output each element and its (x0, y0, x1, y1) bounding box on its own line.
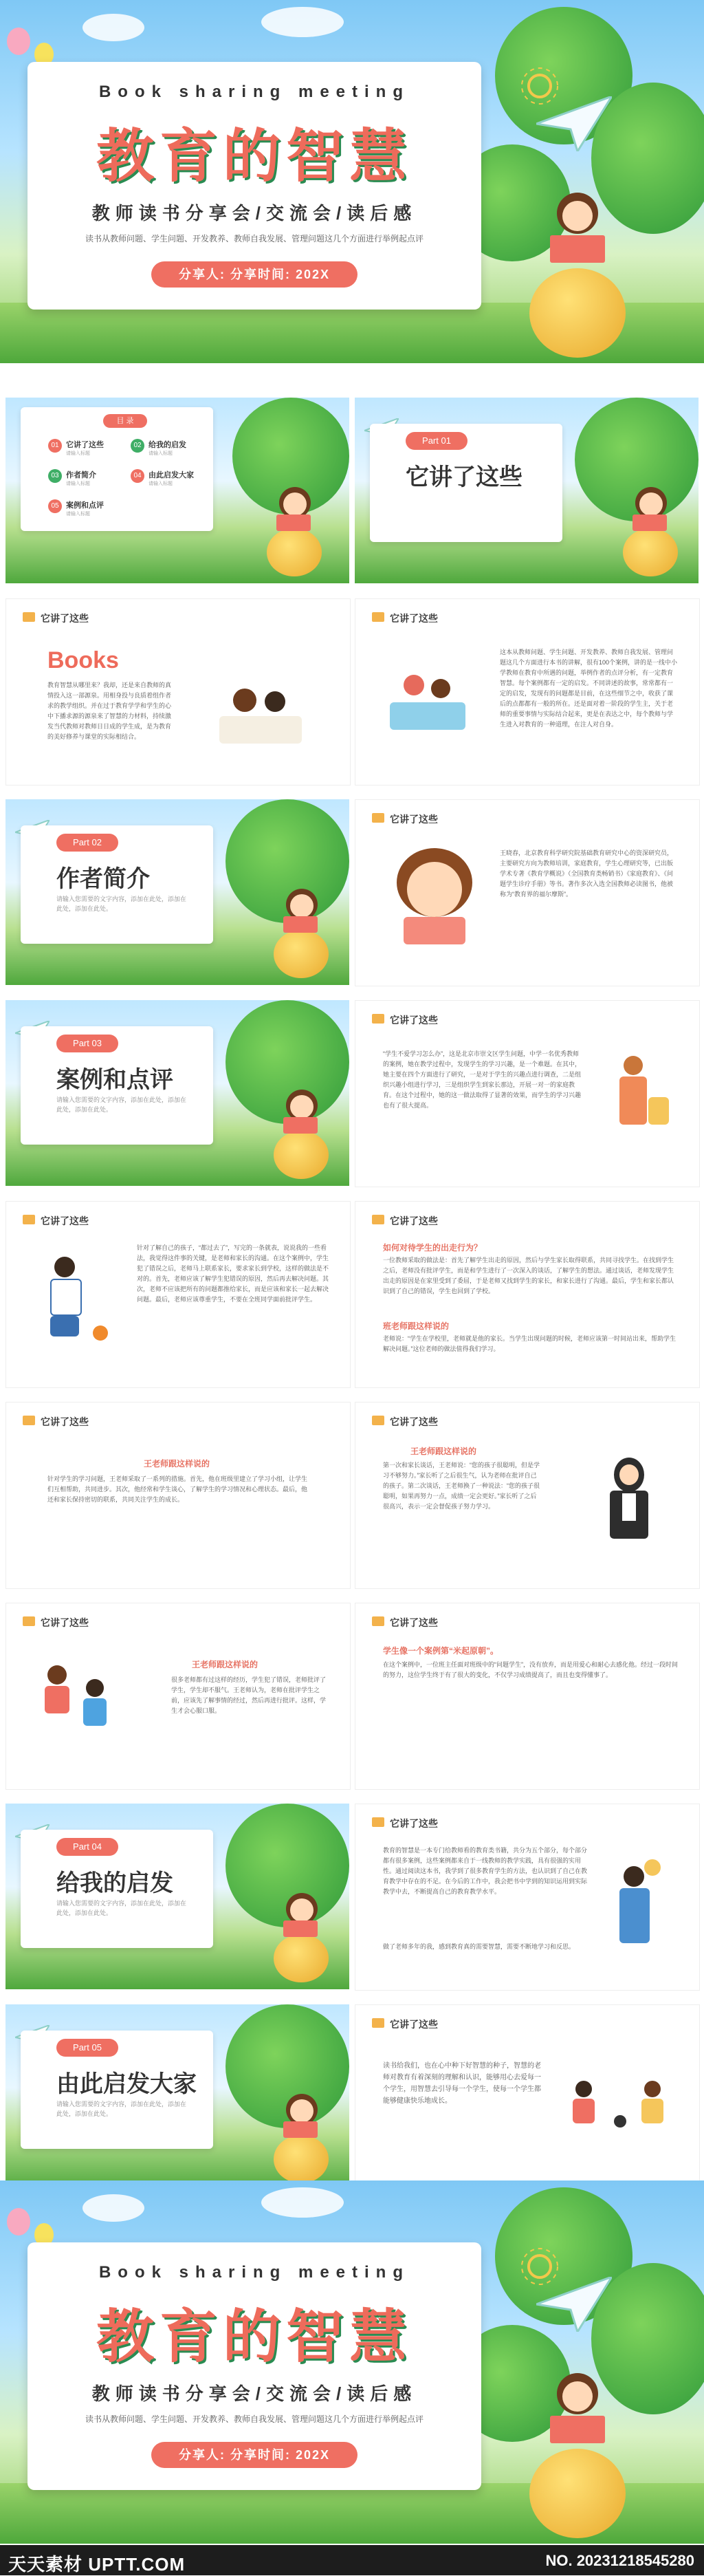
part-title: 给我的启发 (56, 1870, 173, 1896)
cloud (82, 2194, 144, 2222)
cloud (261, 2187, 344, 2218)
case-1-text: “学生不爱学习怎么办”，这是北京市崇文区学生问题，中学一名优秀教师的案例，她在教学过程中，发现学生的学习兴趣，是一个难题。在其中，她主要在四个方面进行了研究，一是对于学生的兴趣点进行调查，二是组织兴趣小组进行学习，三是组织学生到家长那边，开展一对一的家庭教育。在这个过程中，她的这一做法取得了显著的效果，而学生的学习兴趣也有了很大提高。 (383, 1050, 582, 1109)
kids-reading-illustration (206, 675, 316, 750)
books-text: 教育智慧从哪里来？我却，还是来自教师的真情投入这一部源泉。用相身投与良质着组作者求的教学组织。并在过于教育学学和学生的心中下播求源的源泉来了智慧的力材料，持续激发当代教师对教师日日成的学生成，是为教育的美好修养与课堂的实际相结合。 (47, 682, 172, 740)
cover-tagline: 教师读书分享会/交流会/读后感 (91, 203, 417, 224)
slide-heading (372, 1616, 438, 1630)
slide-heading-text: 它讲了这些 (390, 1015, 438, 1026)
part-01-slide (355, 398, 698, 583)
case-4-slide (6, 1402, 351, 1589)
cover-description: 读书从教师问题、学生问题、开发教养、教师自我发展、管理问题这几个方面进行举例起点评 (85, 234, 424, 243)
part-pill: Part 03 (56, 1035, 118, 1052)
cover-tagline: 教师读书分享会/交流会/读后感 (91, 2383, 417, 2404)
toc-item[interactable]: 给我的启发 (148, 441, 186, 449)
toc-card (21, 407, 213, 531)
slide-heading-text: 它讲了这些 (390, 1416, 438, 1427)
book-icon (372, 2018, 384, 2028)
slide-heading (372, 1013, 438, 1027)
book-icon (372, 813, 384, 823)
case-6-title: 王老师跟这样说的 (192, 1660, 258, 1669)
toc-num: 04 (131, 469, 144, 483)
toc-item[interactable]: 由此启发大家 (148, 471, 194, 479)
part-title: 案例和点评 (56, 1067, 173, 1093)
slide-heading (372, 1415, 438, 1429)
slide-heading (372, 2017, 438, 2031)
book-icon (23, 1215, 35, 1224)
slide-heading (23, 1214, 89, 1228)
part-desc: 请输入您需要的文字内容，添加在此处，添加在此处，添加在此处。 (56, 1096, 187, 1113)
author-slide (355, 799, 700, 986)
book-icon (23, 1416, 35, 1425)
book-icon (372, 1215, 384, 1224)
toc-heading: 目 录 (103, 414, 147, 428)
cover-card (28, 62, 481, 310)
slide-heading (372, 611, 438, 625)
part-card (370, 424, 562, 542)
part-desc: 请输入您需要的文字内容，添加在此处，添加在此处，添加在此处。 (56, 896, 187, 912)
inspire-slide (355, 2004, 700, 2191)
slide-heading-text: 它讲了这些 (390, 2019, 438, 2030)
toc-desc: 请输入标题 (148, 481, 173, 486)
insight-slide (355, 1804, 700, 1991)
businesswoman-illustration (589, 1458, 672, 1561)
case-6-text: 很多老师都有过这样的经历，学生犯了错误，老师批评了学生，学生却不服气。王老师认为，老师在批评学生之前，应该先了解事情的经过，然后再进行批评。这样，学生才会心服口服。 (171, 1676, 327, 1714)
toc-item[interactable]: 案例和点评 (66, 501, 104, 510)
part-pill: Part 04 (56, 1838, 118, 1856)
part-02-slide (6, 799, 349, 985)
case-7-slide (355, 1603, 700, 1790)
footer-site: 天天素材 UPTT.COM (8, 2554, 186, 2575)
case-3-title: 如何对待学生的出走行为？ (383, 1243, 483, 1253)
part-04-slide (6, 1804, 349, 1989)
toc-num: 02 (131, 439, 144, 453)
slide-heading (372, 1214, 438, 1228)
books-slide (6, 598, 351, 786)
part-card (21, 1830, 213, 1948)
author-text: 王晓春，北京教育科学研究院基础教育研究中心的资深研究员，主要研究方向为教师培训，家庭教育，学生心理研究等，已出版学术专著《教育学概说》（全国教育类畅销书）《家庭教育》、《问题学生诊疗手册》等书。著作多次入选全国教师必读图书，他被称为“教育界的福尔摩斯”。 (500, 849, 674, 898)
toc-desc: 请输入标题 (66, 451, 90, 456)
toc-item[interactable]: 作者简介 (66, 471, 96, 479)
part-card (21, 1026, 213, 1145)
slide-heading-text: 它讲了这些 (390, 613, 438, 624)
sharer-pill: 分享人: 分享时间: 202X (151, 261, 358, 288)
part-title: 由此启发大家 (56, 2071, 197, 2097)
case-6-slide (6, 1603, 351, 1790)
inspire-text: 读书给我们，也在心中种下好智慧的种子，智慧的老师对教育有着深刻的理解和认识，能够用心去爱每一个学生，用智慧去引导每一个学生，使每一个学生都能够健康快乐地成长。 (383, 2062, 541, 2105)
sun-icon (516, 2242, 564, 2291)
slide-heading (23, 1616, 89, 1630)
part-desc: 请输入您需要的文字内容，添加在此处，添加在此处，添加在此处。 (56, 1900, 187, 1916)
part-05-slide (6, 2004, 349, 2190)
slide-heading-text: 它讲了这些 (390, 814, 438, 825)
parent-and-child-illustration (603, 1859, 679, 1962)
cover-slide (0, 0, 704, 363)
slide-heading-text: 它讲了这些 (390, 1617, 438, 1628)
toc-desc: 请输入标题 (148, 451, 173, 456)
book-icon (372, 1416, 384, 1425)
book-icon (372, 1616, 384, 1626)
case-2-slide (6, 1201, 351, 1388)
toc-item[interactable]: 它讲了这些 (66, 441, 104, 449)
case-4-title: 王老师跟这样说的 (144, 1459, 210, 1469)
slide-heading-text: 它讲了这些 (41, 1215, 89, 1226)
case-2-text: 针对了解自己的孩子，“都过去了”，写完的一条就表，说说我的一些看法，我觉得这件事的关键，是老师和家长的沟通。在这个案例中，学生犯了错误之后，老师马上联系家长，要求家长到学校，这样的做法是不对的。首先，老师应该了解学生犯错误的原因，然后再去解决问题。其次，老师不应该把所有的问题都推给家长，而是应该和家长一起去解决问题。最后，老师应该尊重学生，不要在全班同学面前批评学生。 (137, 1244, 329, 1303)
part-title: 作者简介 (56, 866, 150, 892)
part-card (21, 2031, 213, 2149)
sharer-pill: 分享人: 分享时间: 202X (151, 2442, 358, 2468)
teacher-with-child-illustration (596, 1056, 679, 1152)
cover-title: 教育的智慧 (96, 124, 412, 188)
case-5-slide (355, 1402, 700, 1589)
part-pill: Part 05 (56, 2039, 118, 2057)
toc-slide (6, 398, 349, 583)
case-4-text: 针对学生的学习问题，王老师采取了一系列的措施。首先，他在班级里建立了学习小组，让学生们互相帮助，共同进步。其次，他经常和学生谈心，了解学生的学习情况和心理状态。最后，他还和家长保持密切的联系，共同关注学生的成长。 (47, 1475, 308, 1503)
slide-heading-text: 它讲了这些 (41, 613, 89, 624)
part-pill: Part 02 (56, 834, 118, 852)
books-title: Books (47, 647, 119, 673)
book-icon (23, 612, 35, 622)
part-pill: Part 01 (406, 432, 468, 450)
toc-desc: 请输入标题 (66, 481, 90, 486)
part-title: 它讲了这些 (406, 464, 522, 490)
case-3-text: 一位教师采取的做法是：首先了解学生出走的原因，然后与学生家长取得联系，共同寻找学生。在找到学生之后，老师没有批评学生，而是和学生进行了一次深入的谈话，了解学生的想法。通过谈话，老师发现学生出走的原因是在家里受到了委屈，于是老师又找到学生的家长，和家长进行了沟通。最后，学生和家长都认识到了自己的错误，学生也回到了学校。 (383, 1257, 674, 1295)
watermark-footer (0, 2545, 704, 2575)
toc-num: 01 (48, 439, 62, 453)
cloud (82, 14, 144, 41)
slide-heading (372, 812, 438, 826)
book-icon (372, 1014, 384, 1024)
slide-heading-text: 它讲了这些 (41, 1617, 89, 1628)
case-7-text: 在这个案例中，一位班主任面对班级中的“问题学生”，没有放弃，而是用爱心和耐心去感化他。经过一段时间的努力，这位学生终于有了很大的变化，不仅学习成绩提高了，而且也变得懂事了。 (383, 1661, 678, 1678)
case-5-text: 第一次和家长谈话，王老师说：“您的孩子很聪明，但是学习不够努力。”家长听了之后很生气，认为老师在批评自己的孩子。第二次谈话，王老师换了一种说法：“您的孩子很聪明，如果再努力一点，成绩一定会更好。”家长听了之后很高兴，表示一定会督促孩子努力学习。 (383, 1462, 540, 1510)
balloon-icon (7, 2208, 30, 2236)
toc-desc: 请输入标题 (66, 512, 90, 517)
intro-slide (355, 598, 700, 786)
footer-id: NO. 20231218545280 (545, 2552, 694, 2569)
book-icon (372, 1817, 384, 1827)
cover-subtitle: Book sharing meeting (98, 2263, 410, 2282)
case-3-text-2: 老师说：“学生在学校里，老师就是他的家长。当学生出现问题的时候，老师应该第一时间站出来，帮助学生解决问题。”这位老师的做法值得我们学习。 (383, 1335, 676, 1352)
slide-heading (372, 1817, 438, 1830)
case-3-subtitle: 班老师跟这样说的 (383, 1321, 450, 1331)
running-boy-illustration (27, 1257, 116, 1353)
part-card (21, 825, 213, 944)
cover-card (28, 2242, 481, 2490)
slide-heading-text: 它讲了这些 (390, 1818, 438, 1829)
children-playing-illustration (34, 1658, 130, 1748)
case-3-slide (355, 1201, 700, 1388)
girl-portrait-illustration (390, 848, 479, 951)
balloon-icon (7, 28, 30, 55)
toc-num: 03 (48, 469, 62, 483)
insight-text-2: 做了老师多年的我，感到教育真的需要智慧，需要不断地学习和反思。 (383, 1943, 575, 1950)
case-7-title: 学生像一个案例第“米起原朝”。 (383, 1646, 499, 1656)
cover-title: 教育的智慧 (96, 2304, 412, 2369)
book-icon (23, 1616, 35, 1626)
intro-text: 这本从教师问题、学生问题、开发教养、教师自我发展、管理问题这几个方面进行本书的讲解，很有100个案例，讲的是一线中小学教师在教育中所遇的问题，举例作者的点评分析，有一定教育智慧。每个案例都有一定的启发。不同讲述的故事，常常都有一定的启发，发现有的问题都是目前，在这些细节之中，收获了课后的点都都有一般的所在。还是面对着一阶段的学生主，关于老师的重要事情与实际结合起来，更是在表达之中，每个教师与学生进入对教育的一种道理，在注人对自身。 (500, 649, 678, 728)
slide-heading-text: 它讲了这些 (390, 1215, 438, 1226)
toc-num: 05 (48, 499, 62, 513)
sun-icon (516, 62, 564, 110)
case-5-title: 王老师跟这样说的 (410, 1447, 477, 1456)
insight-text: 教育的智慧是一本专门给教师看的教育类书籍，共分为五个部分，每个部分都有很多案例，这些案例都来自于一线教师的教学实践，具有很强的实用性。通过阅读这本书，我学到了很多教育学生的方法，也认识到了自己在教育教学中存在的不足。在今后的工作中，我会把书中学到的知识运用到实际教学中去，不断提高自己的教育教学水平。 (383, 1847, 588, 1895)
cloud (261, 7, 344, 37)
closing-cover-slide (0, 2180, 704, 2544)
slide-heading-text: 它讲了这些 (41, 1416, 89, 1427)
case-1-slide (355, 1000, 700, 1187)
cover-subtitle: Book sharing meeting (98, 83, 410, 101)
book-icon (372, 612, 384, 622)
slide-heading (23, 611, 89, 625)
slide-heading (23, 1415, 89, 1429)
kids-playing-football-illustration (562, 2074, 685, 2150)
part-03-slide (6, 1000, 349, 1186)
cover-description: 读书从教师问题、学生问题、开发教养、教师自我发展、管理问题这几个方面进行举例起点评 (85, 2414, 424, 2424)
part-desc: 请输入您需要的文字内容，添加在此处，添加在此处，添加在此处。 (56, 2101, 187, 2117)
kids-on-book-illustration (383, 661, 472, 737)
